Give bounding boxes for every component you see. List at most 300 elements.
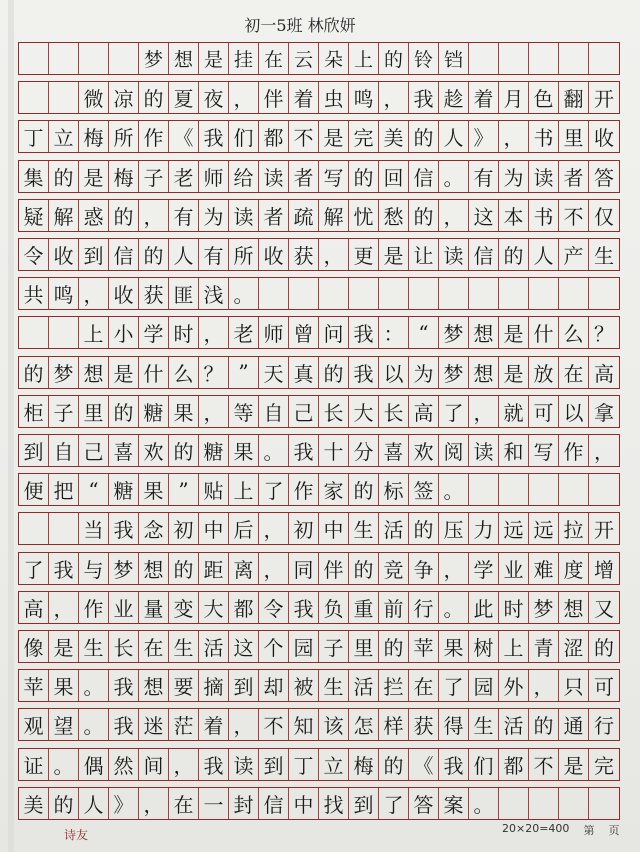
- grid-cell: 偶: [79, 749, 109, 780]
- grid-cell: 的: [529, 709, 559, 740]
- grid-cell: 前: [379, 592, 409, 623]
- grid-cell: 量: [139, 592, 169, 623]
- grid-cell: 的: [169, 553, 199, 584]
- grid-cell: 想: [139, 553, 169, 584]
- grid-cell: 小: [109, 317, 139, 348]
- grid-cell: [259, 278, 289, 309]
- grid-cell: 想: [79, 357, 109, 388]
- grid-cell: 不: [259, 709, 289, 740]
- grid-cell: 回: [379, 161, 409, 192]
- grid-cell: 趁: [439, 82, 469, 113]
- grid-cell: 生: [319, 670, 349, 701]
- grid-cell: 十: [319, 435, 349, 466]
- grid-cell: [49, 317, 79, 348]
- grid-cell: [529, 474, 559, 505]
- grid-cell: 的: [349, 161, 379, 192]
- grid-cell: 拦: [379, 670, 409, 701]
- grid-cell: 人: [169, 239, 199, 270]
- grid-cell: [589, 278, 619, 309]
- grid-cell: 此: [469, 592, 499, 623]
- grid-cell: 果: [229, 435, 259, 466]
- grid-cell: [19, 82, 49, 113]
- grid-cell: 糖: [139, 396, 169, 427]
- grid-cell: ，: [529, 670, 559, 701]
- grid-cell: [19, 513, 49, 544]
- grid-cell: 远: [499, 513, 529, 544]
- grid-cell: 翻: [559, 82, 589, 113]
- grid-cell: 答: [409, 788, 439, 819]
- grid-cell: 者: [289, 161, 319, 192]
- grid-cell: 压: [439, 513, 469, 544]
- grid-cell: 离: [229, 553, 259, 584]
- grid-cell: 师: [259, 317, 289, 348]
- grid-cell: 凉: [109, 82, 139, 113]
- grid-cell: 书: [529, 200, 559, 231]
- grid-cell: 疏: [289, 200, 319, 231]
- title-row: [18, 42, 620, 75]
- grid-cell: [499, 43, 529, 74]
- grid-cell: 。: [79, 670, 109, 701]
- grid-cell: 的: [109, 200, 139, 231]
- grid-cell: 到: [79, 239, 109, 270]
- grid-cell: 是: [79, 161, 109, 192]
- grid-cell: 中: [289, 788, 319, 819]
- grid-cell: 生: [79, 631, 109, 662]
- grid-cell: 《: [409, 749, 439, 780]
- grid-cell: 答: [594, 165, 614, 190]
- grid-cell: 的: [139, 82, 169, 113]
- grid-cell: 丁: [289, 749, 319, 780]
- grid-cell: 标: [379, 474, 409, 505]
- grid-cell: 把: [49, 474, 79, 505]
- grid-cell: 是: [559, 749, 589, 780]
- grid-cell: ，: [79, 278, 109, 309]
- grid-cell: 了: [439, 396, 469, 427]
- grid-cell: 书: [529, 121, 559, 152]
- grid-cell: 了: [259, 474, 289, 505]
- grid-cell: “: [409, 317, 439, 348]
- grid-cell: 挂: [229, 43, 259, 74]
- grid-cell: 是: [499, 357, 529, 388]
- grid-cell: ，: [259, 553, 289, 584]
- grid-cell: [529, 43, 559, 74]
- grid-cell: 上: [499, 631, 529, 662]
- grid-cell: 所: [229, 239, 259, 270]
- grid-cell: 。: [439, 161, 469, 192]
- grid-cell: 欢: [139, 435, 169, 466]
- grid-cell: 学: [469, 553, 499, 584]
- grid-cell: 生: [349, 513, 379, 544]
- grid-cell: [409, 278, 439, 309]
- grid-cell: [19, 43, 49, 74]
- text-row: [18, 473, 620, 506]
- grid-cell: 生: [594, 244, 614, 268]
- grid-cell: 个: [259, 631, 289, 662]
- text-row: [18, 630, 620, 663]
- grid-cell: 的: [319, 357, 349, 388]
- grid-cell: 园: [289, 631, 319, 662]
- grid-cell: ，: [199, 396, 229, 427]
- grid-cell: 我: [289, 592, 319, 623]
- grid-cell: 可: [529, 396, 559, 427]
- text-row: [18, 552, 620, 585]
- grid-cell: 令: [19, 239, 49, 270]
- grid-cell: ，: [379, 82, 409, 113]
- grid-cell: ”: [229, 357, 259, 388]
- grid-cell: 为: [409, 357, 439, 388]
- grid-cell: 与: [79, 553, 109, 584]
- grid-cell: 。: [79, 709, 109, 740]
- grid-cell: 子: [49, 396, 79, 427]
- grid-cell: 树: [469, 631, 499, 662]
- grid-cell: 我: [49, 553, 79, 584]
- grid-cell: 》: [469, 121, 499, 152]
- grid-cell: 是: [109, 357, 139, 388]
- grid-cell: 当: [79, 513, 109, 544]
- grid-cell: 像: [19, 631, 49, 662]
- grid-cell: 距: [199, 553, 229, 584]
- text-row: [18, 748, 620, 781]
- grid-cell: 。: [469, 788, 499, 819]
- grid-cell: 便: [19, 474, 49, 505]
- grid-cell: 作: [79, 592, 109, 623]
- grid-cell: 师: [199, 161, 229, 192]
- grid-cell: 分: [349, 435, 379, 466]
- grid-cell: 读: [229, 749, 259, 780]
- grid-cell: 要: [169, 670, 199, 701]
- grid-cell: 的: [349, 474, 379, 505]
- grid-cell: 》: [109, 788, 139, 819]
- grid-cell: [19, 317, 49, 348]
- grid-cell: 签: [409, 474, 439, 505]
- grid-cell: 为: [199, 200, 229, 231]
- text-row: [18, 238, 620, 271]
- text-row: [18, 316, 620, 349]
- grid-cell: 茫: [169, 709, 199, 740]
- grid-cell: 么: [169, 357, 199, 388]
- grid-cell: ，: [229, 709, 259, 740]
- grid-cell: 家: [319, 474, 349, 505]
- grid-cell: 自: [49, 435, 79, 466]
- grid-cell: 在: [259, 43, 289, 74]
- grid-cell: [469, 474, 499, 505]
- grid-cell: 共: [19, 278, 49, 309]
- grid-cell: 收: [49, 239, 79, 270]
- grid-cell: 上: [349, 43, 379, 74]
- grid-cell: 写: [529, 435, 559, 466]
- grid-cell: 里: [79, 396, 109, 427]
- grid-cell: 完: [594, 753, 614, 778]
- grid-cell: ，: [259, 513, 289, 544]
- grid-cell: 是: [199, 43, 229, 74]
- grid-cell: [289, 278, 319, 309]
- grid-cell: 不: [289, 121, 319, 152]
- grid-cell: 立: [319, 749, 349, 780]
- grid-cell: 以: [559, 396, 589, 427]
- grid-cell: [529, 278, 559, 309]
- grid-cell: 写: [319, 161, 349, 192]
- grid-cell: 到: [229, 670, 259, 701]
- grid-cell: 在: [139, 631, 169, 662]
- grid-cell: 得: [439, 709, 469, 740]
- grid-cell: 的: [379, 749, 409, 780]
- grid-cell: 果: [169, 396, 199, 427]
- grid-cell: 活: [199, 631, 229, 662]
- grid-cell: 老: [169, 161, 199, 192]
- grid-cell: 涩: [559, 631, 589, 662]
- grid-cell: 外: [499, 670, 529, 701]
- grid-cell: 果: [139, 474, 169, 505]
- grid-cell: 初: [289, 513, 319, 544]
- grid-cell: 中: [319, 513, 349, 544]
- grid-cell: ，: [439, 553, 469, 584]
- grid-cell: 么: [559, 317, 589, 348]
- grid-cell: 读: [439, 239, 469, 270]
- grid-cell: 一: [199, 788, 229, 819]
- grid-cell: 拉: [559, 513, 589, 544]
- grid-cell: 鸣: [349, 82, 379, 113]
- grid-cell: [439, 278, 469, 309]
- grid-cell: 业: [499, 553, 529, 584]
- text-row: [18, 708, 620, 741]
- grid-cell: 人: [439, 121, 469, 152]
- grid-cell: 后: [229, 513, 259, 544]
- grid-cell: 真: [289, 357, 319, 388]
- grid-cell: 是: [379, 239, 409, 270]
- grid-cell: 的: [409, 200, 439, 231]
- text-row: [18, 199, 620, 232]
- grid-cell: 活: [349, 670, 379, 701]
- grid-cell: 在: [559, 357, 589, 388]
- grid-cell: 的: [349, 553, 379, 584]
- grid-cell: 高: [19, 592, 49, 623]
- grid-cell: 虫: [319, 82, 349, 113]
- grid-cell: 都: [259, 121, 289, 152]
- text-row: [18, 787, 620, 820]
- grid-cell: 子: [319, 631, 349, 662]
- grid-cell: 柜: [19, 396, 49, 427]
- grid-cell: 。: [439, 592, 469, 623]
- grid-cell: 给: [229, 161, 259, 192]
- grid-cell: 者: [259, 200, 289, 231]
- grid-cell: [589, 788, 619, 819]
- grid-cell: 集: [19, 161, 49, 192]
- grid-cell: 铛: [439, 43, 469, 74]
- grid-cell: 丁: [19, 121, 49, 152]
- grid-cell: 长: [109, 631, 139, 662]
- grid-cell: 生: [469, 709, 499, 740]
- grid-cell: 我: [199, 749, 229, 780]
- grid-cell: [499, 474, 529, 505]
- grid-cell: 收: [594, 126, 614, 151]
- grid-cell: 的: [49, 161, 79, 192]
- grid-cell: 里: [349, 631, 379, 662]
- grid-cell: 子: [139, 161, 169, 192]
- grid-cell: [499, 278, 529, 309]
- grid-cell: 的: [409, 513, 439, 544]
- grid-cell: [559, 474, 589, 505]
- grid-cell: 想: [469, 317, 499, 348]
- grid-cell: 都: [499, 749, 529, 780]
- grid-cell: 间: [139, 749, 169, 780]
- grid-cell: 果: [49, 670, 79, 701]
- grid-cell: 欢: [409, 435, 439, 466]
- grid-cell: ，: [169, 749, 199, 780]
- grid-cell: 获: [139, 278, 169, 309]
- grid-cell: 大: [199, 592, 229, 623]
- grid-cell: 就: [499, 396, 529, 427]
- grid-cell: 获: [289, 239, 319, 270]
- grid-cell: 疑: [19, 200, 49, 231]
- grid-cell: 仅: [594, 204, 614, 229]
- grid-cell: 了: [379, 788, 409, 819]
- grid-cell: 到: [259, 749, 289, 780]
- grid-cell: 想: [169, 43, 199, 74]
- grid-cell: 梅: [349, 749, 379, 780]
- grid-cell: 读: [229, 200, 259, 231]
- grid-cell: ，: [229, 82, 259, 113]
- grid-cell: 信: [259, 788, 289, 819]
- grid-cell: 愁: [379, 200, 409, 231]
- text-row: [18, 669, 620, 702]
- grid-cell: 喜: [379, 435, 409, 466]
- grid-cell: 我: [289, 435, 319, 466]
- grid-cell: [379, 278, 409, 309]
- grid-cell: 糖: [109, 474, 139, 505]
- author-line: 初一5班 林欣妍: [244, 16, 356, 35]
- grid-cell: 匪: [169, 278, 199, 309]
- text-row: [18, 277, 620, 310]
- grid-cell: 在: [409, 670, 439, 701]
- grid-cell: 苹: [409, 631, 439, 662]
- grid-cell: 月: [499, 82, 529, 113]
- grid-cell: 读: [529, 161, 559, 192]
- grid-cell: 摘: [199, 670, 229, 701]
- grid-cell: 生: [169, 631, 199, 662]
- grid-cell: 着: [469, 82, 499, 113]
- grid-cell: 的: [499, 239, 529, 270]
- grid-cell: 不: [559, 200, 589, 231]
- grid-cell: 美: [19, 788, 49, 819]
- grid-cell: 只: [559, 670, 589, 701]
- grid-cell: 梅: [79, 121, 109, 152]
- paper-edge: [8, 0, 14, 852]
- grid-cell: 夏: [169, 82, 199, 113]
- grid-cell: 我: [199, 121, 229, 152]
- grid-cell: 苹: [19, 670, 49, 701]
- grid-cell: 封: [229, 788, 259, 819]
- grid-cell: 鸣: [49, 278, 79, 309]
- grid-cell: 者: [559, 161, 589, 192]
- grid-cell: 学: [139, 317, 169, 348]
- grid-cell: 这: [469, 200, 499, 231]
- grid-cell: 证: [19, 749, 49, 780]
- grid-cell: 《: [169, 121, 199, 152]
- grid-cell: 美: [379, 121, 409, 152]
- grid-cell: 在: [169, 788, 199, 819]
- grid-cell: 。: [229, 278, 259, 309]
- grid-cell: 自: [259, 396, 289, 427]
- grid-cell: 行: [409, 592, 439, 623]
- grid-cell: 业: [109, 592, 139, 623]
- grid-cell: 初: [169, 513, 199, 544]
- grid-cell: 等: [229, 396, 259, 427]
- grid-cell: 想: [559, 592, 589, 623]
- grid-cell: 伴: [259, 82, 289, 113]
- grid-cell: 可: [594, 675, 614, 700]
- grid-cell: 长: [379, 396, 409, 427]
- grid-cell: 收: [259, 239, 289, 270]
- grid-cell: 望: [49, 709, 79, 740]
- text-row: [18, 120, 620, 153]
- grid-cell: [79, 43, 109, 74]
- grid-cell: 高: [409, 396, 439, 427]
- grid-cell: ：: [379, 317, 409, 348]
- text-row: [18, 512, 620, 545]
- grid-cell: 青: [529, 631, 559, 662]
- grid-cell: 贴: [199, 474, 229, 505]
- grid-cell: 拿: [594, 400, 614, 425]
- grid-cell: 的: [594, 636, 614, 660]
- grid-cell: 问: [319, 317, 349, 348]
- grid-cell: 我: [109, 709, 139, 740]
- grid-cell: 伴: [319, 553, 349, 584]
- grid-cell: 己: [79, 435, 109, 466]
- grid-cell: ，: [439, 200, 469, 231]
- grid-cell: ，: [499, 121, 529, 152]
- grid-cell: 里: [559, 121, 589, 152]
- grid-cell: 朵: [319, 43, 349, 74]
- grid-cell: 却: [259, 670, 289, 701]
- grid-cell: 梦: [49, 357, 79, 388]
- grid-cell: 。: [439, 474, 469, 505]
- grid-cell: 开: [594, 518, 614, 543]
- grid-cell: 开: [594, 87, 614, 112]
- grid-cell: 活: [499, 709, 529, 740]
- grid-cell: 梦: [139, 43, 169, 74]
- text-row: [18, 591, 620, 624]
- grid-cell: 糖: [199, 435, 229, 466]
- grid-cell: 是: [49, 631, 79, 662]
- grid-cell: [319, 278, 349, 309]
- grid-cell: 负: [319, 592, 349, 623]
- grid-cell: 人: [79, 788, 109, 819]
- grid-cell: [49, 43, 79, 74]
- grid-cell: 重: [349, 592, 379, 623]
- grid-cell: 梦: [439, 357, 469, 388]
- grid-cell: 信: [469, 239, 499, 270]
- grid-cell: 时: [169, 317, 199, 348]
- grid-cell: 活: [379, 513, 409, 544]
- grid-cell: 。: [49, 749, 79, 780]
- grid-cell: 难: [529, 553, 559, 584]
- grid-cell: 我: [109, 513, 139, 544]
- grid-cell: 铃: [409, 43, 439, 74]
- grid-cell: [349, 278, 379, 309]
- grid-cell: 阅: [439, 435, 469, 466]
- grid-cell: 了: [19, 553, 49, 584]
- grid-cell: 夜: [199, 82, 229, 113]
- page-footer: [502, 822, 619, 838]
- grid-cell: 信: [109, 239, 139, 270]
- grid-cell: 上: [79, 317, 109, 348]
- text-row: [18, 434, 620, 467]
- grid-cell: 着: [199, 709, 229, 740]
- grid-cell: 然: [109, 749, 139, 780]
- grid-cell: 信: [409, 161, 439, 192]
- grid-cell: 是: [319, 121, 349, 152]
- grid-cell: ”: [169, 474, 199, 505]
